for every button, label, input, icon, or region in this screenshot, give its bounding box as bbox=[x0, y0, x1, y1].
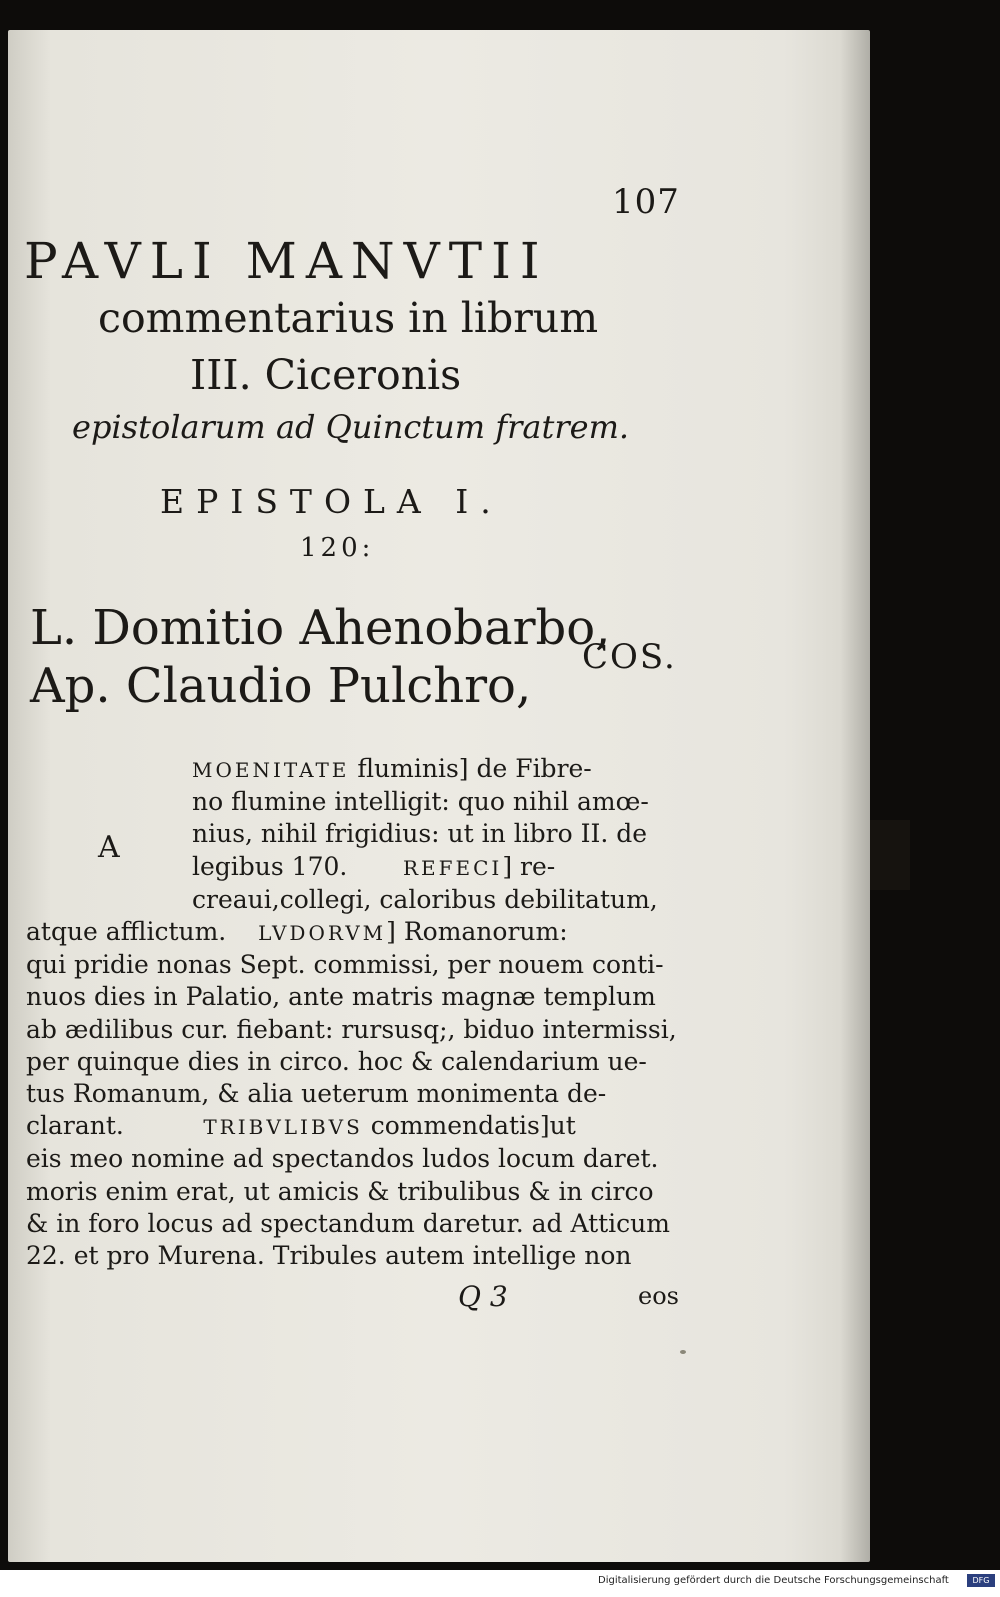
text-line: clarant. TRIBVLIBVS commendatis]ut bbox=[26, 1111, 576, 1141]
dfg-logo: DFG bbox=[967, 1574, 995, 1587]
consul-line-1: L. Domitio Ahenobarbo, bbox=[30, 600, 611, 656]
catchword: eos bbox=[638, 1282, 679, 1310]
small-caps-lemma: TRIBVLIBVS bbox=[203, 1115, 363, 1140]
title-line-4: epistolarum ad Quinctum fratrem. bbox=[72, 408, 630, 446]
page-gap bbox=[870, 820, 910, 890]
title-author: PAVLI MANVTII bbox=[24, 232, 549, 290]
text-line: no flumine intelligit: quo nihil amœ- bbox=[192, 787, 649, 817]
paper-speck bbox=[680, 1350, 686, 1354]
text-line: per quinque dies in circo. hoc & calendarium ue- bbox=[26, 1046, 647, 1076]
commentary-body bbox=[26, 753, 686, 1272]
epistola-heading: EPISTOLA I. bbox=[160, 482, 503, 521]
text-line: nius, nihil frigidius: ut in libro II. de bbox=[192, 819, 648, 849]
small-caps-lemma: REFECI bbox=[402, 855, 503, 880]
text-line: creaui,collegi, caloribus debilitatum, bbox=[192, 884, 658, 914]
text-line: ab ædilibus cur. fiebant: rursusq;, biduo intermissi, bbox=[26, 1014, 677, 1044]
cos-label: COS. bbox=[582, 637, 677, 677]
digitization-credit: Digitalisierung gefördert durch die Deutsche Forschungsgemeinschaft bbox=[598, 1575, 949, 1586]
signature-mark: Q 3 bbox=[458, 1280, 508, 1313]
text-line: moris enim erat, ut amicis & tribulibus & in circo bbox=[26, 1176, 654, 1206]
text-line: legibus 170. REFECI] re- bbox=[192, 851, 556, 881]
text-line: qui pridie nonas Sept. commissi, per nouem conti- bbox=[26, 950, 664, 980]
epistola-number: 120: bbox=[300, 533, 375, 563]
text-line: eis meo nomine ad spectandos ludos locum daret. bbox=[26, 1144, 659, 1174]
consul-line-2: Ap. Claudio Pulchro, bbox=[30, 658, 532, 714]
text-line: MOENITATE fluminis] de Fibre- bbox=[192, 754, 592, 783]
drop-initial: A bbox=[98, 830, 120, 865]
text-line: & in foro locus ad spectandum daretur. ad Atticum bbox=[26, 1208, 670, 1238]
small-caps-lemma: LVDORVM bbox=[258, 921, 387, 946]
text-line: 22. et pro Murena. Tribules autem intellige non bbox=[26, 1241, 632, 1271]
small-caps-lemma: MOENITATE bbox=[192, 758, 350, 782]
text-line: nuos dies in Palatio, ante matris magnæ templum bbox=[26, 982, 656, 1012]
page-number: 107 bbox=[612, 182, 680, 222]
text-line: atque afflictum. LVDORVM] Romanorum: bbox=[26, 917, 568, 947]
page-edge-shadow bbox=[840, 30, 870, 1562]
text-line: tus Romanum, & alia ueterum monimenta de- bbox=[26, 1079, 607, 1109]
title-line-2: commentarius in librum bbox=[98, 294, 599, 342]
title-line-3: III. Ciceronis bbox=[190, 351, 462, 399]
